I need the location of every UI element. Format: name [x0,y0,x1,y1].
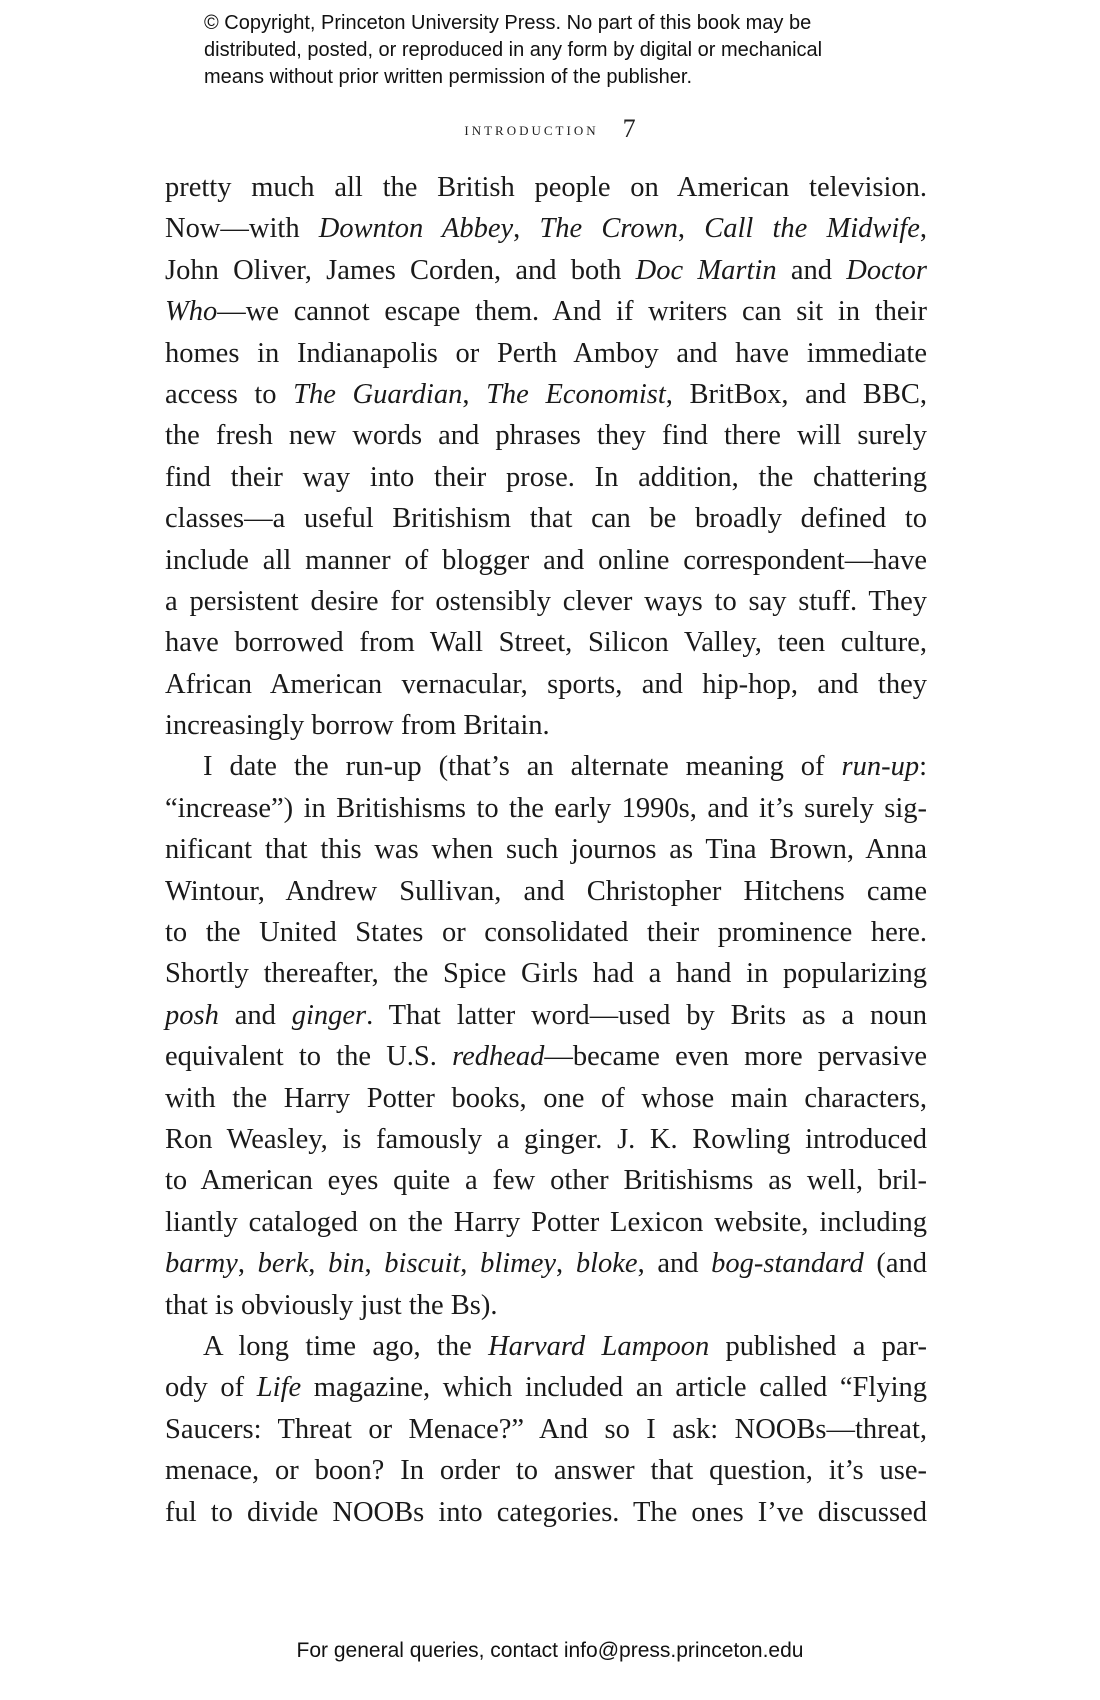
text-run: have borrowed from Wall Street, Silicon Valley, teen culture, [165,627,927,659]
running-head [0,112,1100,144]
text-run: nificant that this was when such journos as Tina Brown, Anna [165,834,927,866]
text-line [165,664,927,705]
text-line [165,746,927,787]
text-run: magazine, which included an article called “Flying [301,1372,927,1404]
text-run: African American vernacular, sports, and hip-hop, and they [165,668,927,700]
copyright-notice [204,10,924,91]
italic-text: run-up [841,751,920,783]
text-line [165,581,927,622]
italic-text: The Economist [486,378,666,410]
italic-text: biscuit [384,1248,461,1280]
text-run: ful to divide NOOBs into categories. The ones I’ve discussed [165,1496,927,1528]
body-text [165,167,927,1533]
text-run: , [556,1248,576,1280]
footer-contact: For general queries, contact info@press.princeton.edu [296,1639,804,1662]
text-run: , [677,213,705,245]
text-run: John Oliver, James Corden, and both [165,254,636,286]
text-run: a persistent desire for ostensibly clever ways to say stuff. They [165,585,927,617]
text-run: . That latter word—used by Brits as a noun [366,999,928,1031]
italic-text: barmy [165,1248,238,1280]
text-run: —became even more pervasive [544,1041,927,1073]
text-line [165,995,927,1036]
text-run: classes—a useful Britishism that can be broadly defined to [165,503,927,535]
text-run: that is obviously just the Bs). [165,1289,498,1321]
text-line [165,912,927,953]
italic-text: redhead [452,1041,545,1073]
text-run: with the Harry Potter books, one of whose main characters, [165,1082,927,1114]
text-line [165,1450,927,1491]
text-line [165,1119,927,1160]
text-run: the fresh new words and phrases they find there will surely [165,420,927,452]
text-run: and [776,254,847,286]
text-line [165,1160,927,1201]
text-run: Saucers: Threat or Menace?” And so I ask: NOOBs—threat, [165,1413,927,1445]
text-line [165,1367,927,1408]
text-line [165,374,927,415]
text-run: , [364,1248,385,1280]
text-line [165,953,927,994]
italic-text: Call the Midwife [704,213,920,245]
text-line [165,1492,927,1533]
text-line [165,1409,927,1450]
text-run: Ron Weasley, is famously a ginger. J. K. Rowling introduced [165,1123,927,1155]
italic-text: Doctor [846,254,927,286]
text-run: homes in Indianapolis or Perth Amboy and have immediate [165,337,927,369]
text-line [165,871,927,912]
italic-text: posh [165,999,219,1031]
page-number: 7 [622,114,636,143]
running-head-label: introduction [464,119,599,139]
text-line [165,1285,927,1326]
italic-text: The Crown [539,213,678,245]
italic-text: bin [328,1248,365,1280]
italic-text: Downton Abbey [318,213,514,245]
text-line [165,208,927,249]
text-run: access to [165,378,294,410]
text-run: ody of [165,1372,257,1404]
italic-text: bog-standard [711,1248,864,1280]
text-run: equivalent to the U.S. [165,1041,453,1073]
copyright-line: distributed, posted, or reproduced in any form by digital or mechanical [204,39,823,61]
text-line [165,829,927,870]
text-line [165,705,927,746]
text-line [165,415,927,456]
italic-text: ginger [291,999,367,1031]
text-run: published a par- [709,1330,927,1362]
italic-text: The Guardian [293,378,463,410]
text-run: Now—with [165,213,319,245]
text-line [165,540,927,581]
text-run: “increase”) in Britishisms to the early 1990s, and it’s surely sig- [165,792,927,824]
text-run: menace, or boon? In order to answer that question, it’s use- [165,1455,927,1487]
text-run: liantly cataloged on the Harry Potter Lexicon website, including [165,1206,927,1238]
text-line [165,788,927,829]
text-run: to American eyes quite a few other Britishisms as well, bril- [165,1165,927,1197]
text-line [165,457,927,498]
italic-text: berk [257,1248,309,1280]
text-line [165,498,927,539]
text-line [165,250,927,291]
italic-text: bloke [575,1248,638,1280]
text-run: find their way into their prose. In addition, the chattering [165,461,927,493]
text-line [165,291,927,332]
text-run: —we cannot escape them. And if writers can sit in their [217,296,927,328]
text-run: A long time ago, the [203,1330,489,1362]
text-line [165,1326,927,1367]
italic-text: Who [165,296,218,328]
text-line [165,1036,927,1077]
text-run: , [237,1248,258,1280]
text-run: to the United States or consolidated their prominence here. [165,917,927,949]
text-run: , [460,1248,481,1280]
text-line [165,167,927,208]
copyright-line: © Copyright, Princeton University Press. No part of this book may be [204,12,812,34]
italic-text: Life [256,1372,302,1404]
text-run: : [919,751,927,783]
text-run: Shortly thereafter, the Spice Girls had a hand in popularizing [165,958,927,990]
copyright-line: means without prior written permission of the publisher. [204,66,693,88]
italic-text: blimey [480,1248,557,1280]
text-line [165,1202,927,1243]
text-run: , [513,213,540,245]
text-line [165,333,927,374]
text-run: (and [863,1248,928,1280]
text-run: , [308,1248,329,1280]
text-run: and [218,999,292,1031]
text-run: , BritBox, and BBC, [665,378,927,410]
text-run: , [462,378,487,410]
text-run: Wintour, Andrew Sullivan, and Christopher Hitchens came [165,875,927,907]
text-run: increasingly borrow from Britain. [165,710,550,742]
text-line [165,1243,927,1284]
text-run: include all manner of blogger and online correspondent—have [165,544,927,576]
text-run: pretty much all the British people on American television. [165,172,927,203]
italic-text: Doc Martin [635,254,777,286]
text-run: , and [637,1248,712,1280]
text-run: , [919,213,928,245]
italic-text: Harvard Lampoon [488,1330,710,1362]
text-line [165,622,927,663]
text-run: I date the run-up (that’s an alternate meaning of [203,751,842,783]
text-line [165,1078,927,1119]
